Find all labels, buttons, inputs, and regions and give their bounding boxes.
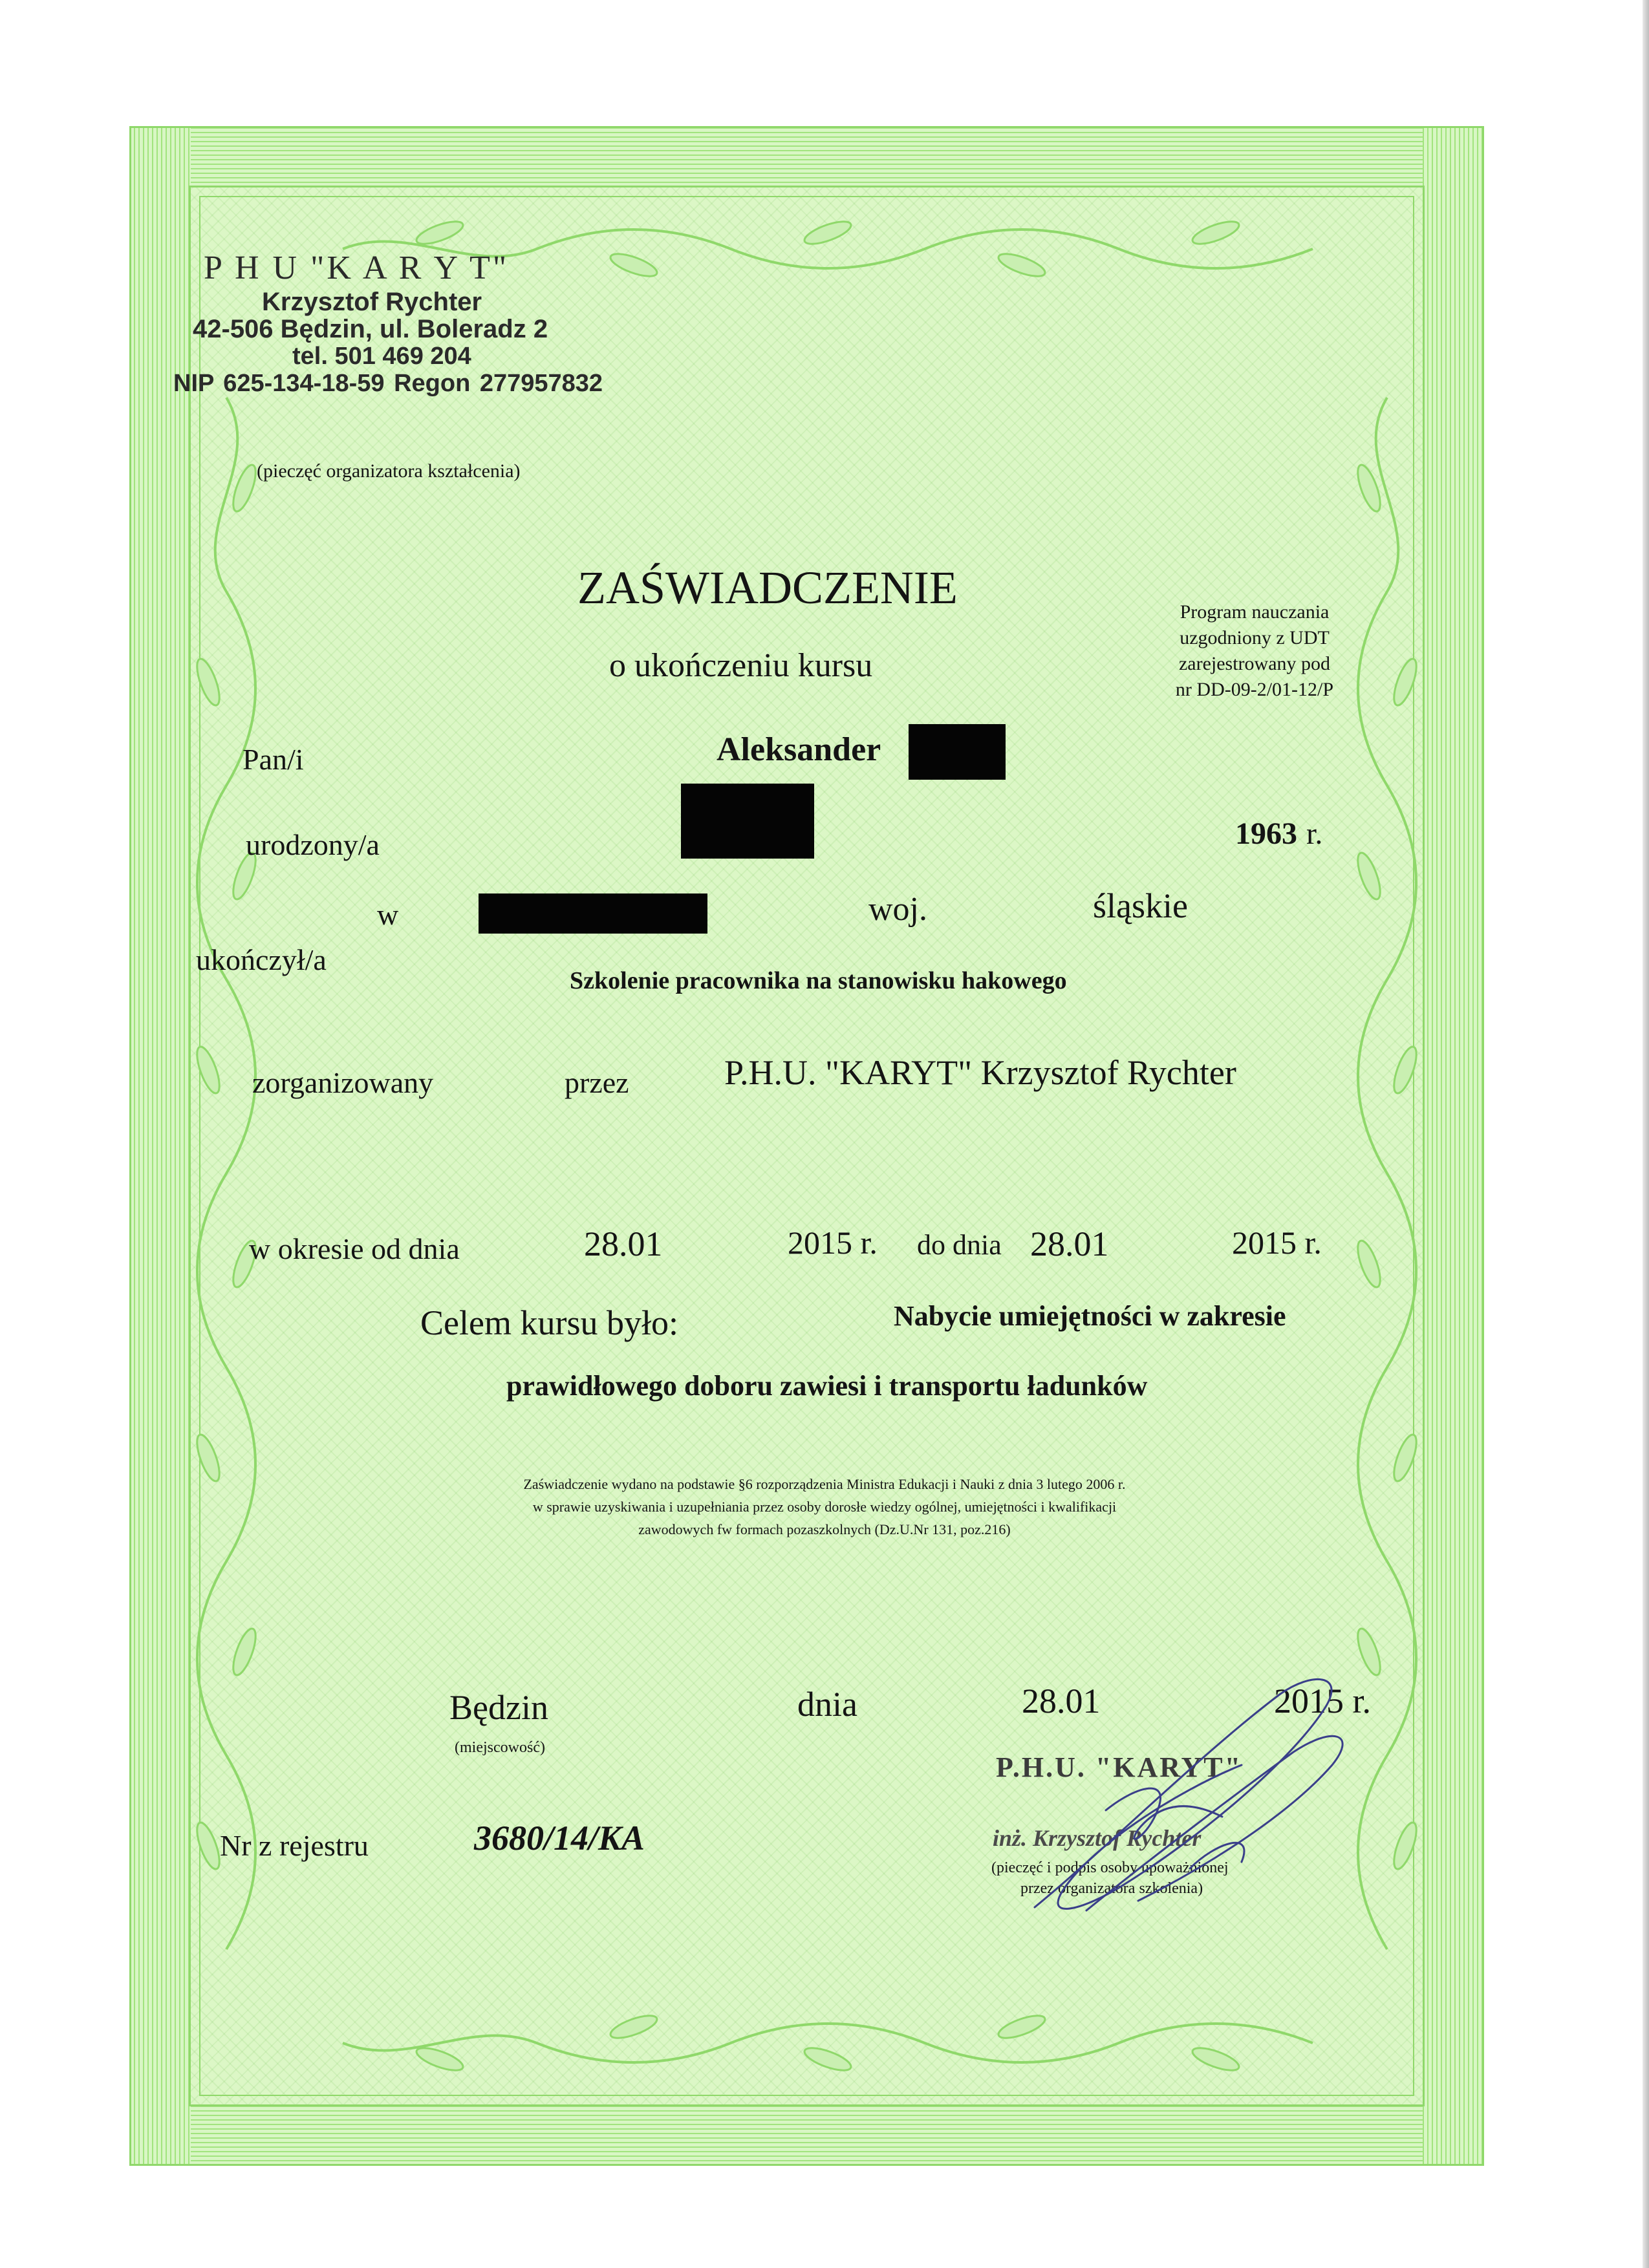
redaction-birth-date [681,784,814,859]
program-note-line3: zarejestrowany pod [1178,653,1331,674]
issue-place: Będzin [449,1688,548,1727]
signature-caption-line2: przez organizatora szkolenia) [1020,1880,1203,1897]
goal-line2: prawidłowego doboru zawiesi i transportu ładunków [506,1370,1148,1402]
redaction-birth-place [479,893,707,934]
program-note-line2: uzgodniony z UDT [1180,627,1330,648]
goal-line1: Nabycie umiejętności w zakresie [894,1300,1286,1332]
period-to-day: 28.01 [1030,1225,1109,1263]
register-label: Nr z rejestru [220,1829,369,1862]
redaction-surname [909,724,1006,780]
register-number: 3680/14/KA [474,1819,645,1857]
signature-stamp-company: P.H.U. "KARYT" [996,1751,1243,1783]
stamp-nip-regon: NIP 625-134-18-59 Regon 277957832 [173,370,603,397]
goal-label: Celem kursu było: [420,1303,678,1342]
document-subtitle: o ukończeniu kursu [609,647,873,684]
born-label: urodzony/a [246,828,380,861]
completed-label: ukończył/a [196,943,327,976]
legal-line2: w sprawie uzyskiwania i uzupełniania przez osoby dorosłe wiedzy ogólnej, umiejętności i kwalifikacji [532,1499,1117,1515]
birth-place-label: w [377,898,399,931]
signature-caption-line1: (pieczęć i podpis osoby upoważnionej [991,1859,1229,1876]
by-label: przez [565,1066,629,1099]
vine-left [197,398,255,1949]
program-note-line1: Program nauczania [1180,601,1330,623]
handwritten-signature [1009,1655,1371,1927]
issue-year: 2015 r. [1274,1682,1372,1720]
person-label: Pan/i [242,743,304,776]
voivodeship-label: woj. [868,891,927,928]
period-to-year: 2015 r. [1232,1225,1322,1261]
period-from-year: 2015 r. [788,1225,878,1261]
person-first-name: Aleksander [717,731,881,768]
document-title: ZAŚWIADCZENIE [577,562,958,614]
stamp-address: 42-506 Będzin, ul. Boleradz 2 [193,315,548,343]
voivodeship: śląskie [1093,886,1188,925]
course-name: Szkolenie pracownika na stanowisku hakowego [570,967,1067,994]
scan-edge [1643,0,1649,2268]
issue-place-caption: (miejscowość) [455,1739,545,1756]
organizer-name: P.H.U. "KARYT" Krzysztof Rychter [724,1053,1236,1092]
stamp-caption: (pieczęć organizatora kształcenia) [257,460,521,482]
stamp-company-name: P H U "K A R Y T" [204,250,510,286]
stamp-phone: tel. 501 469 204 [292,343,471,370]
program-note-line4: nr DD-09-2/01-12/P [1175,679,1334,700]
period-label: w okresie od dnia [249,1232,460,1265]
birth-year-suffix: r. [1306,817,1323,851]
signature-stamp-name: inż. Krzysztof Rychter [993,1825,1202,1851]
birth-year: 1963 [1235,817,1297,851]
issue-day: 28.01 [1022,1682,1101,1720]
period-to-label: do dnia [917,1229,1002,1261]
legal-line3: zawodowych fw formach pozaszkolnych (Dz.U.Nr 131, poz.216) [638,1521,1011,1537]
organized-label: zorganizowany [252,1066,434,1099]
issue-day-label: dnia [797,1685,857,1724]
stamp-owner: Krzysztof Rychter [262,288,482,316]
legal-line1: Zaświadczenie wydano na podstawie §6 rozporządzenia Ministra Edukacji i Nauki z dnia 3 lutego 2006 r. [523,1476,1126,1492]
period-from-day: 28.01 [584,1225,663,1263]
